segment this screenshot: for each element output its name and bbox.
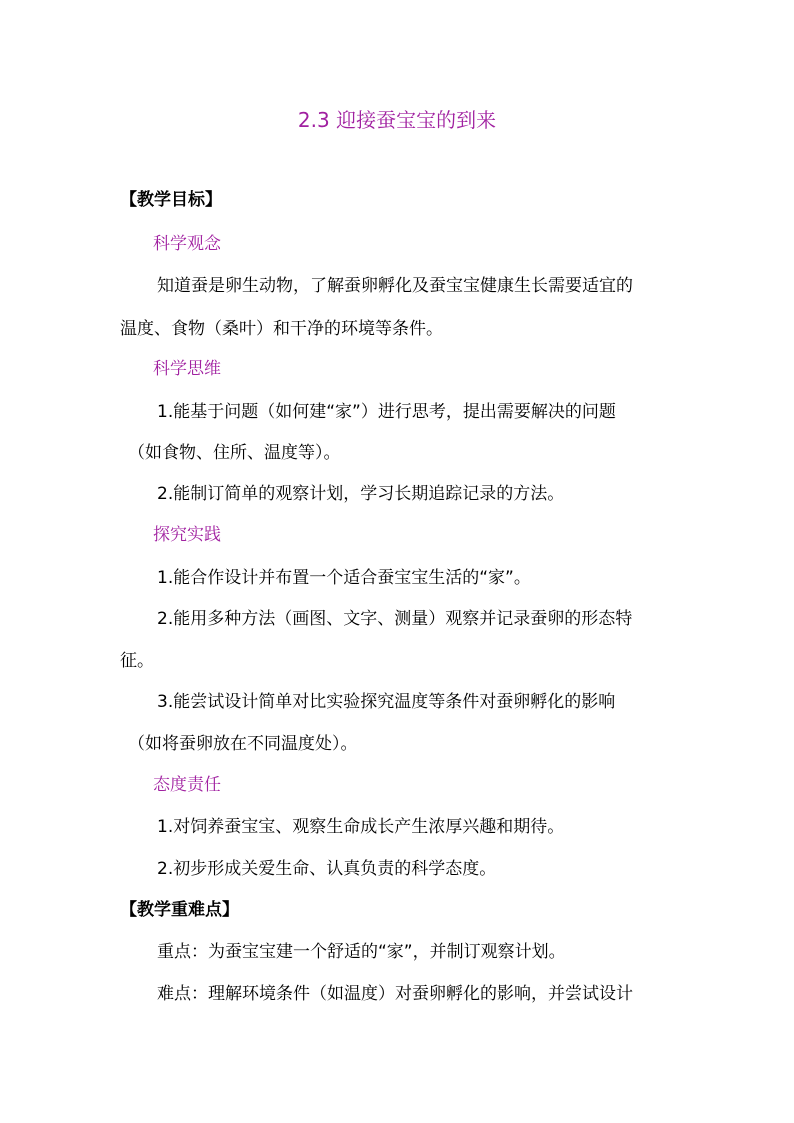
inquiry-practice-heading: 探究实践 — [153, 525, 221, 545]
science-thinking-heading: 科学思维 — [153, 359, 221, 379]
key-points-heading: 【教学重难点】 — [120, 900, 239, 920]
science-concept-line-1: 知道蚕是卵生动物，了解蚕卵孵化及蚕宝宝健康生长需要适宜的 — [157, 276, 633, 296]
inquiry-practice-line-1: 1.能合作设计并布置一个适合蚕宝宝生活的“家”。 — [157, 568, 531, 588]
key-point-line-1: 重点：为蚕宝宝建一个舒适的“家”，并制订观察计划。 — [157, 942, 566, 962]
science-thinking-line-1: 1.能基于问题（如何建“家”）进行思考，提出需要解决的问题 — [157, 402, 616, 422]
attitude-heading: 态度责任 — [153, 775, 221, 795]
key-point-line-2: 难点：理解环境条件（如温度）对蚕卵孵化的影响，并尝试设计 — [157, 984, 633, 1004]
inquiry-practice-line-5: （如将蚕卵放在不同温度处）。 — [128, 734, 358, 754]
inquiry-practice-line-3: 征。 — [120, 651, 154, 671]
objectives-heading: 【教学目标】 — [120, 190, 222, 210]
inquiry-practice-line-4: 3.能尝试设计简单对比实验探究温度等条件对蚕卵孵化的影响 — [157, 692, 616, 712]
attitude-line-2: 2.初步形成关爱生命、认真负责的科学态度。 — [157, 859, 497, 879]
science-thinking-line-2: （如食物、住所、温度等）。 — [128, 443, 341, 463]
inquiry-practice-line-2: 2.能用多种方法（画图、文字、测量）观察并记录蚕卵的形态特 — [157, 609, 633, 629]
attitude-line-1: 1.对饲养蚕宝宝、观察生命成长产生浓厚兴趣和期待。 — [157, 817, 565, 837]
science-concept-line-2: 温度、食物（桑叶）和干净的环境等条件。 — [120, 319, 443, 339]
science-concept-heading: 科学观念 — [153, 234, 221, 254]
page-title: 2.3 迎接蚕宝宝的到来 — [297, 108, 497, 132]
science-thinking-line-3: 2.能制订简单的观察计划，学习长期追踪记录的方法。 — [157, 484, 565, 504]
